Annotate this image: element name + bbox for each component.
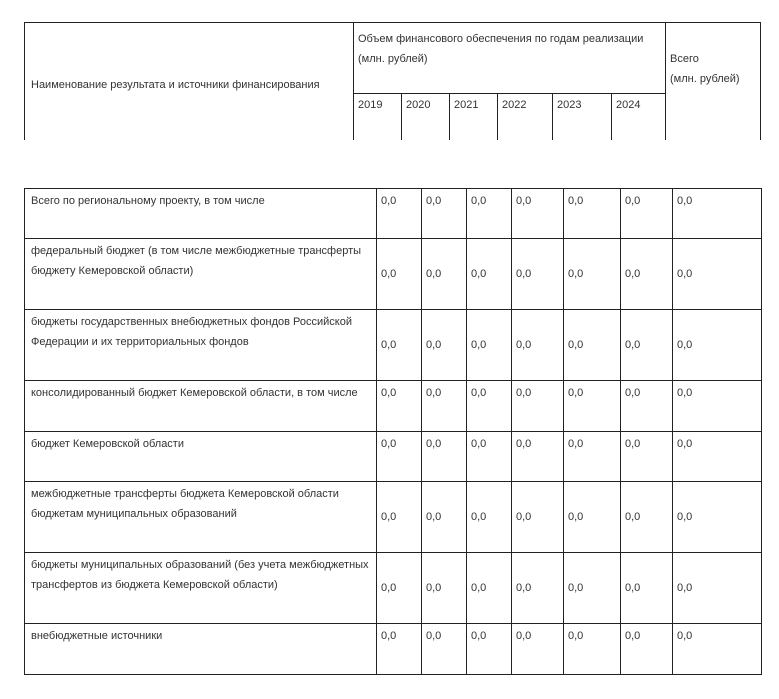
table-row — [25, 381, 762, 432]
row-value-2021: 0,0 — [467, 189, 512, 239]
row-value-2022: 0,0 — [512, 310, 564, 381]
row-value-2020: 0,0 — [422, 239, 467, 310]
header-table — [24, 22, 761, 140]
row-value-2024: 0,0 — [621, 381, 673, 432]
row-value-2019: 0,0 — [377, 432, 422, 482]
header-year-2019: 2019 — [354, 94, 402, 141]
row-total-value: 0,0 — [673, 189, 762, 239]
row-total-value: 0,0 — [673, 381, 762, 432]
row-value-2023: 0,0 — [564, 239, 621, 310]
table-row — [25, 310, 762, 381]
row-value-2024: 0,0 — [621, 239, 673, 310]
header-group-label: Объем финансового обеспечения по годам реализации — [358, 33, 644, 45]
header-group-units: (млн. рублей) — [358, 53, 428, 65]
row-value-2019: 0,0 — [377, 189, 422, 239]
row-total-value: 0,0 — [673, 310, 762, 381]
header-total-label: Всего — [670, 53, 699, 65]
row-value-2019: 0,0 — [377, 482, 422, 553]
row-value-2019: 0,0 — [377, 239, 422, 310]
row-label: внебюджетные источники — [25, 624, 377, 675]
row-total-value: 0,0 — [673, 482, 762, 553]
header-year-2023: 2023 — [553, 94, 612, 141]
header-year-2021: 2021 — [450, 94, 498, 141]
row-value-2022: 0,0 — [512, 553, 564, 624]
table-row — [25, 239, 762, 310]
row-value-2021: 0,0 — [467, 432, 512, 482]
row-value-2022: 0,0 — [512, 624, 564, 675]
row-label: бюджеты муниципальных образований (без учета межбюджетных трансфертов из бюджета Кемеровской области) — [25, 553, 377, 624]
row-value-2023: 0,0 — [564, 189, 621, 239]
header-total-cell — [666, 23, 761, 141]
row-value-2024: 0,0 — [621, 432, 673, 482]
table-row — [25, 432, 762, 482]
row-value-2021: 0,0 — [467, 482, 512, 553]
row-value-2024: 0,0 — [621, 482, 673, 553]
row-value-2019: 0,0 — [377, 624, 422, 675]
row-value-2019: 0,0 — [377, 310, 422, 381]
header-group-cell — [354, 23, 666, 94]
row-label: бюджет Кемеровской области — [25, 432, 377, 482]
header-year-2024: 2024 — [612, 94, 666, 141]
row-label: федеральный бюджет (в том числе межбюджетные трансферты бюджету Кемеровской области) — [25, 239, 377, 310]
table-row — [25, 553, 762, 624]
row-value-2024: 0,0 — [621, 189, 673, 239]
header-name-label: Наименование результата и источники финансирования — [31, 78, 320, 91]
row-value-2019: 0,0 — [377, 381, 422, 432]
row-value-2020: 0,0 — [422, 553, 467, 624]
row-total-value: 0,0 — [673, 239, 762, 310]
row-value-2024: 0,0 — [621, 553, 673, 624]
row-value-2020: 0,0 — [422, 432, 467, 482]
row-value-2021: 0,0 — [467, 553, 512, 624]
row-value-2021: 0,0 — [467, 310, 512, 381]
row-value-2022: 0,0 — [512, 239, 564, 310]
row-value-2023: 0,0 — [564, 310, 621, 381]
row-value-2020: 0,0 — [422, 381, 467, 432]
row-total-value: 0,0 — [673, 553, 762, 624]
data-table — [24, 188, 762, 675]
row-value-2023: 0,0 — [564, 432, 621, 482]
row-label: консолидированный бюджет Кемеровской области, в том числе — [25, 381, 377, 432]
row-value-2023: 0,0 — [564, 553, 621, 624]
row-value-2019: 0,0 — [377, 553, 422, 624]
row-value-2022: 0,0 — [512, 432, 564, 482]
row-value-2023: 0,0 — [564, 624, 621, 675]
row-value-2024: 0,0 — [621, 310, 673, 381]
row-label: Всего по региональному проекту, в том числе — [25, 189, 377, 239]
row-value-2020: 0,0 — [422, 482, 467, 553]
header-year-2020: 2020 — [402, 94, 450, 141]
row-value-2022: 0,0 — [512, 189, 564, 239]
header-name-cell — [25, 23, 354, 141]
row-value-2024: 0,0 — [621, 624, 673, 675]
header-total-units: (млн. рублей) — [670, 73, 740, 85]
row-label: бюджеты государственных внебюджетных фондов Российской Федерации и их территориальных фондов — [25, 310, 377, 381]
row-value-2023: 0,0 — [564, 482, 621, 553]
row-value-2022: 0,0 — [512, 381, 564, 432]
row-total-value: 0,0 — [673, 624, 762, 675]
table-row — [25, 624, 762, 675]
row-value-2020: 0,0 — [422, 189, 467, 239]
row-value-2023: 0,0 — [564, 381, 621, 432]
table-row — [25, 189, 762, 239]
row-value-2021: 0,0 — [467, 239, 512, 310]
table-row — [25, 482, 762, 553]
row-total-value: 0,0 — [673, 432, 762, 482]
row-label: межбюджетные трансферты бюджета Кемеровской области бюджетам муниципальных образований — [25, 482, 377, 553]
row-value-2020: 0,0 — [422, 624, 467, 675]
row-value-2022: 0,0 — [512, 482, 564, 553]
row-value-2021: 0,0 — [467, 381, 512, 432]
row-value-2020: 0,0 — [422, 310, 467, 381]
row-value-2021: 0,0 — [467, 624, 512, 675]
header-year-2022: 2022 — [498, 94, 553, 141]
